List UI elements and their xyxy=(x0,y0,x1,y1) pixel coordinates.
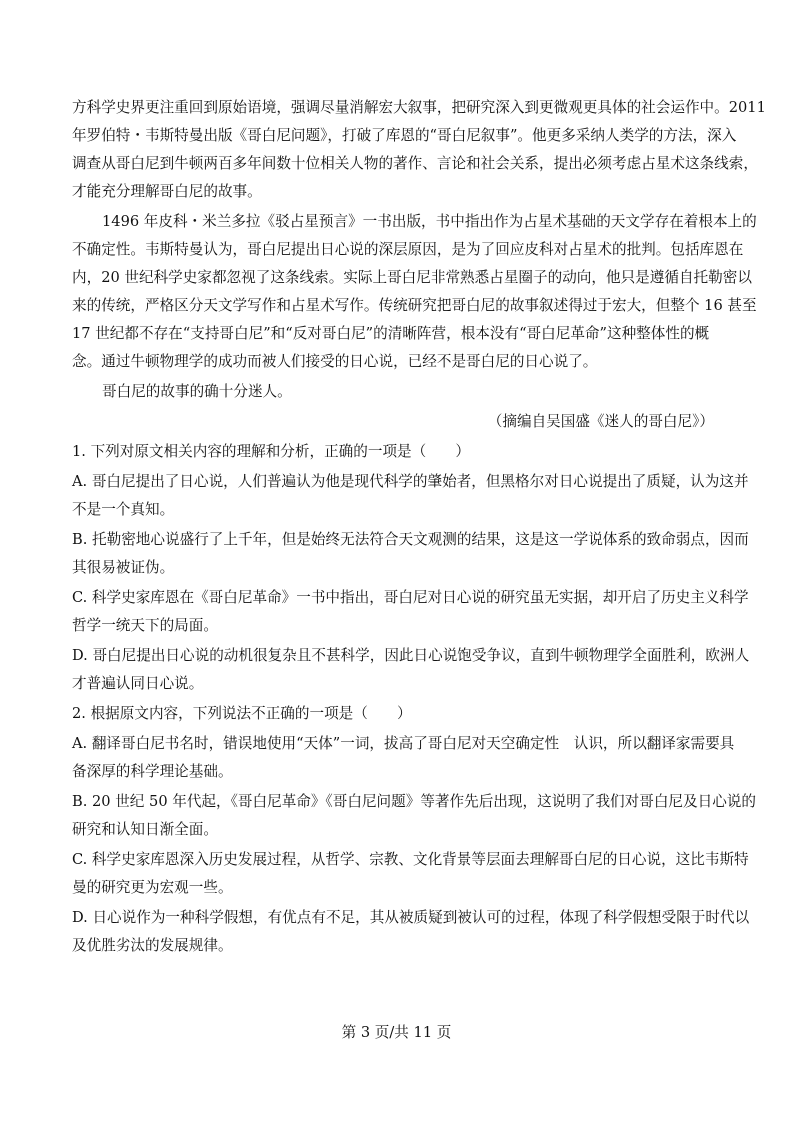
text-line: 调查从哥白尼到牛顿两百多年间数十位相关人物的著作、言论和社会关系，提出必须考虑占星术这条线索， xyxy=(72,155,758,172)
option-line: B. 20 世纪 50 年代起，《哥白尼革命》《哥白尼问题》等著作先后出现，这说明了我们对哥白尼及日心说的 xyxy=(72,793,756,810)
option-line: 不是一个真知。 xyxy=(72,501,175,518)
option-line: D. 哥白尼提出日心说的动机很复杂且不甚科学，因此日心说饱受争议，直到牛顿物理学全面胜利，欧洲人 xyxy=(72,647,750,664)
text-line: 内，20 世纪科学史家都忽视了这条线索。实际上哥白尼非常熟悉占星圈子的动向，他只是遵循自托勒密以 xyxy=(72,269,752,286)
option-line: B. 托勒密地心说盛行了上千年，但是始终无法符合天文观测的结果，这是这一学说体系的致命弱点，因而 xyxy=(72,531,749,548)
text-line: 17 世纪都不存在“支持哥白尼”和“反对哥白尼”的清晰阵营，根本没有“哥白尼革命”这种整体性的概 xyxy=(72,325,710,342)
text-line: 方科学史界更注重回到原始语境，强调尽量消解宏大叙事，把研究深入到更微观更具体的社会运作中。2011 xyxy=(72,99,766,116)
option-line: D. 日心说作为一种科学假想，有优点有不足，其从被质疑到被认可的过程，体现了科学假想受限于时代以 xyxy=(72,909,750,926)
option-line: A. 哥白尼提出了日心说，人们普遍认为他是现代科学的肇始者，但黑格尔对日心说提出了质疑，认为这并 xyxy=(72,473,749,490)
option-c xyxy=(72,846,749,902)
question-stem: 1. 下列对原文相关内容的理解和分析，正确的一项是（ ） xyxy=(72,443,471,460)
paragraph xyxy=(72,378,722,406)
text-line: 才能充分理解哥白尼的故事。 xyxy=(72,183,262,200)
option-line: 曼的研究更为宏观一些。 xyxy=(72,879,233,896)
option-d xyxy=(72,642,750,698)
option-a xyxy=(72,468,749,524)
paragraph xyxy=(72,208,757,376)
option-line: C. 科学史家库恩在《哥白尼革命》一书中指出，哥白尼对日心说的研究虽无实据，却开启了历史主义科学 xyxy=(72,589,749,606)
option-line: 及优胜劣汰的发展规律。 xyxy=(72,937,233,954)
paragraph xyxy=(72,94,766,206)
text-line: 念。通过牛顿物理学的成功而被人们接受的日心说，已经不是哥白尼的日心说了。 xyxy=(72,353,598,370)
option-c xyxy=(72,584,749,640)
option-a xyxy=(72,730,735,786)
option-line: 研究和认知日渐全面。 xyxy=(72,821,218,838)
source-citation: （摘编自吴国盛《迷人的哥白尼》） xyxy=(487,413,714,430)
question-2 xyxy=(72,700,756,960)
text-line: 不确定性。韦斯特曼认为，哥白尼提出日心说的深层原因，是为了回应皮科对占星术的批判。包括库恩在 xyxy=(72,241,744,258)
text-line: 哥白尼的故事的确十分迷人。 xyxy=(102,383,292,400)
option-line: A. 翻译哥白尼书名时，错误地使用“天体”一词，拔高了哥白尼对天空确定性 认识，所以翻译家需要具 xyxy=(72,735,735,752)
option-line: 备深厚的科学理论基础。 xyxy=(72,763,233,780)
option-b xyxy=(72,526,749,582)
question-stem: 2. 根据原文内容，下列说法不正确的一项是（ ） xyxy=(72,705,412,722)
question-1 xyxy=(72,438,750,698)
option-line: C. 科学史家库恩深入历史发展过程，从哲学、宗教、文化背景等层面去理解哥白尼的日心说，这比韦斯特 xyxy=(72,851,749,868)
document-page xyxy=(72,94,766,960)
option-b xyxy=(72,788,756,844)
option-line: 哲学一统天下的局面。 xyxy=(72,617,218,634)
option-d xyxy=(72,904,750,960)
text-line: 1496 年皮科・米兰多拉《驳占星预言》一书出版，书中指出作为占星术基础的天文学存在着根本上的 xyxy=(102,213,757,230)
text-line: 年罗伯特・韦斯特曼出版《哥白尼问题》，打破了库恩的“哥白尼叙事”。他更多采纳人类学的方法，深入 xyxy=(72,127,737,144)
text-line: 来的传统，严格区分天文学写作和占星术写作。传统研究把哥白尼的故事叙述得过于宏大，但整个 16 甚至 xyxy=(72,297,757,314)
option-line: 才普遍认同日心说。 xyxy=(72,675,204,692)
option-line: 其很易被证伪。 xyxy=(72,559,175,576)
page-number-footer: 第 3 页/共 11 页 xyxy=(341,1024,452,1041)
